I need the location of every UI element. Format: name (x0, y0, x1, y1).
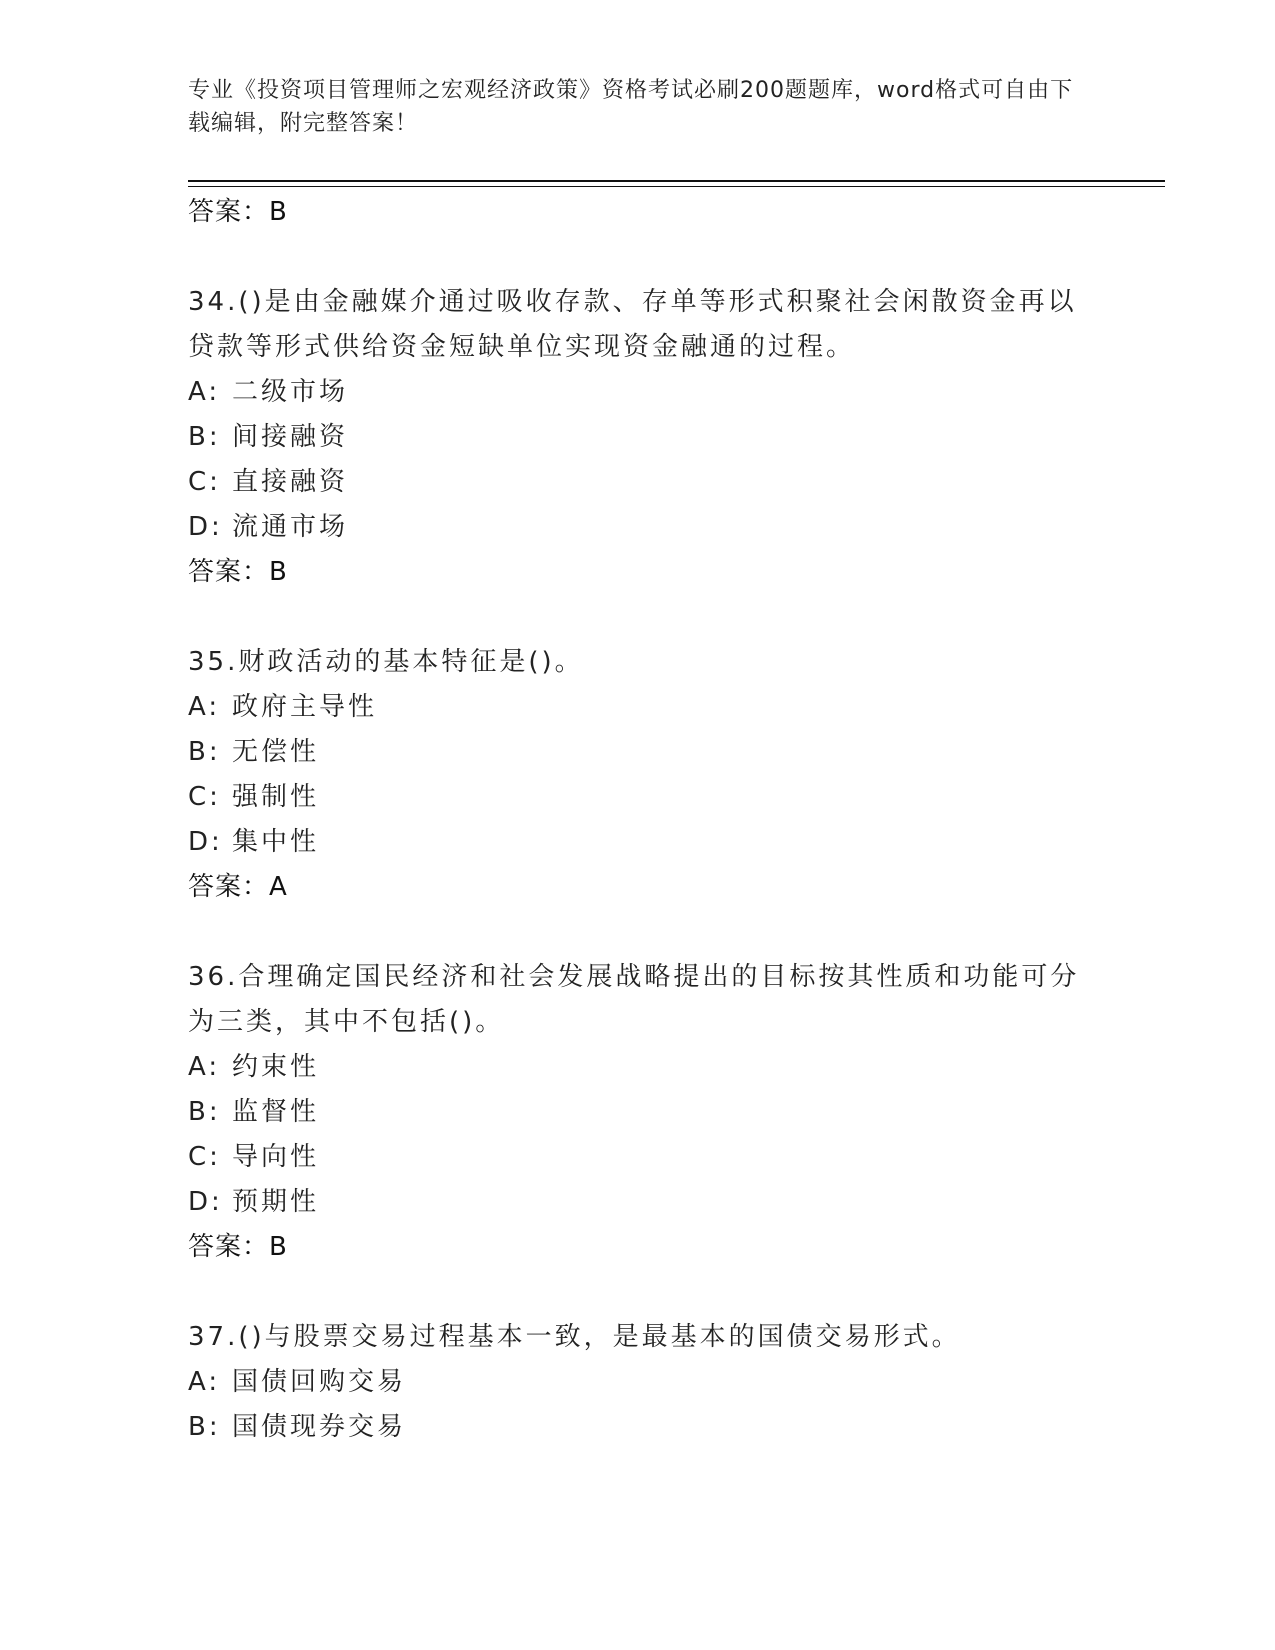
option-letter: A: (188, 1052, 221, 1082)
option-text: 国债回购交易 (232, 1367, 407, 1397)
question-text: 36.合理确定国民经济和社会发展战略提出的目标按其性质和功能可分为三类，其中不包括()。 (188, 962, 1080, 1037)
option-letter: D: (188, 512, 223, 542)
option-letter: C: (188, 467, 221, 497)
option-b (188, 1090, 1088, 1135)
option-letter: B: (188, 422, 221, 452)
page-header: 专业《投资项目管理师之宏观经济政策》资格考试必刷200题题库，word格式可自由下载编辑，附完整答案！ (188, 78, 1074, 136)
option-text: 直接融资 (232, 467, 349, 497)
header-divider-thick (188, 180, 1165, 182)
option-b (188, 415, 1088, 460)
option-text: 监督性 (232, 1097, 320, 1127)
answer-line: 答案：B (188, 1232, 288, 1262)
option-letter: B: (188, 1412, 221, 1442)
option-a (188, 1360, 1088, 1405)
option-c (188, 460, 1088, 505)
option-a (188, 1045, 1088, 1090)
option-d (188, 820, 1088, 865)
question-text: 34.()是由金融媒介通过吸收存款、存单等形式积聚社会闲散资金再以贷款等形式供给资金短缺单位实现资金融通的过程。 (188, 287, 1077, 362)
option-text: 二级市场 (232, 377, 349, 407)
option-b (188, 730, 1088, 775)
option-c (188, 775, 1088, 820)
option-text: 预期性 (232, 1187, 320, 1217)
header-divider-thin (188, 186, 1165, 187)
previous-answer: 答案：B (188, 197, 288, 227)
option-letter: C: (188, 1142, 221, 1172)
option-text: 导向性 (232, 1142, 320, 1172)
option-a (188, 370, 1088, 415)
option-letter: D: (188, 827, 223, 857)
option-a (188, 685, 1088, 730)
option-letter: A: (188, 692, 221, 722)
option-text: 强制性 (232, 782, 320, 812)
option-letter: B: (188, 737, 221, 767)
option-text: 集中性 (232, 827, 320, 857)
option-text: 无偿性 (232, 737, 320, 767)
option-letter: A: (188, 377, 221, 407)
option-letter: B: (188, 1097, 221, 1127)
question-text: 37.()与股票交易过程基本一致，是最基本的国债交易形式。 (188, 1322, 961, 1352)
option-d (188, 1180, 1088, 1225)
option-letter: A: (188, 1367, 221, 1397)
option-letter: C: (188, 782, 221, 812)
option-c (188, 1135, 1088, 1180)
option-letter: D: (188, 1187, 223, 1217)
option-text: 间接融资 (232, 422, 349, 452)
option-text: 国债现券交易 (232, 1412, 407, 1442)
option-text: 政府主导性 (232, 692, 378, 722)
option-b (188, 1405, 1088, 1450)
answer-line: 答案：B (188, 557, 288, 587)
option-text: 流通市场 (232, 512, 349, 542)
option-text: 约束性 (232, 1052, 320, 1082)
option-d (188, 505, 1088, 550)
question-list (188, 190, 1088, 1450)
question-text: 35.财政活动的基本特征是()。 (188, 647, 584, 677)
answer-line: 答案：A (188, 872, 288, 902)
